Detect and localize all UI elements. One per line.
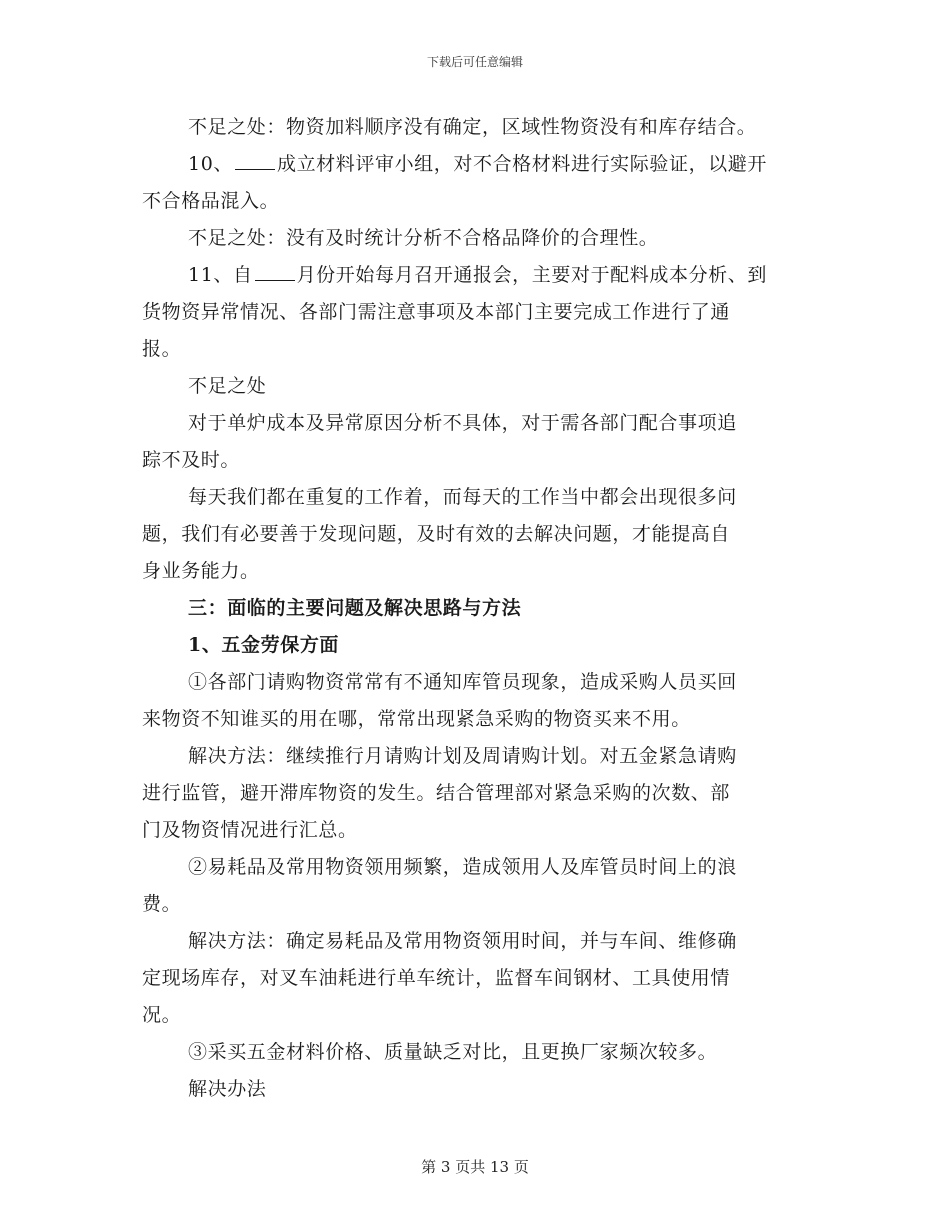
text-line: 况。 xyxy=(142,1004,182,1026)
text-line: ①各部门请购物资常常有不通知库管员现象，造成采购人员买回 xyxy=(188,671,737,693)
fill-in-blank xyxy=(255,264,295,281)
text-line: ②易耗品及常用物资领用频繁，造成领用人及库管员时间上的浪 xyxy=(188,856,737,878)
text-line: 进行监管，避开滞库物资的发生。结合管理部对紧急采购的次数、部 xyxy=(142,782,731,804)
page-header: 下载后可任意编辑 xyxy=(426,55,523,69)
text-line: 对于单炉成本及异常原因分析不具体，对于需各部门配合事项追 xyxy=(188,412,737,434)
text-line: 解决方法：继续推行月请购计划及周请购计划。对五金紧急请购 xyxy=(188,745,737,767)
text-line: 定现场库存，对叉车油耗进行单车统计，监督车间钢材、工具使用情 xyxy=(142,967,731,989)
text-line xyxy=(142,257,807,294)
text-line: 解决办法 xyxy=(188,1078,267,1100)
text-line: 身业务能力。 xyxy=(142,560,260,582)
document-body xyxy=(142,109,807,1108)
text-line: 三：面临的主要问题及解决思路与方法 xyxy=(188,597,522,619)
text-line: 不合格品混入。 xyxy=(142,190,280,212)
text-line: ③采买五金材料价格、质量缺乏对比，且更换厂家频次较多。 xyxy=(188,1041,718,1063)
text-line: 门及物资情况进行汇总。 xyxy=(142,819,358,841)
text-line: 解决方法：确定易耗品及常用物资领用时间，并与车间、维修确 xyxy=(188,930,737,952)
text-line: 来物资不知谁买的用在哪，常常出现紧急采购的物资买来不用。 xyxy=(142,708,691,730)
fill-in-blank xyxy=(235,153,275,170)
line-suffix: 月份开始每月召开通报会，主要对于配料成本分析、到 xyxy=(296,264,767,286)
text-line: 1、五金劳保方面 xyxy=(188,634,340,656)
line-prefix: 11、自 xyxy=(188,264,253,286)
page-footer: 第 3 页共 13 页 xyxy=(421,1158,529,1176)
text-line: 不足之处 xyxy=(188,375,267,397)
text-line: 每天我们都在重复的工作着，而每天的工作当中都会出现很多问 xyxy=(188,486,737,508)
line-prefix: 10、 xyxy=(188,153,233,175)
line-suffix: 成立材料评审小组，对不合格材料进行实际验证，以避开 xyxy=(276,153,767,175)
text-line: 货物资异常情况、各部门需注意事项及本部门主要完成工作进行了通 xyxy=(142,301,731,323)
text-line: 题，我们有必要善于发现问题，及时有效的去解决问题，才能提高自 xyxy=(142,523,731,545)
text-line: 费。 xyxy=(142,893,182,915)
text-line: 踪不及时。 xyxy=(142,449,241,471)
text-line xyxy=(142,146,807,183)
text-line: 不足之处：物资加料顺序没有确定，区域性物资没有和库存结合。 xyxy=(188,116,757,138)
text-line: 不足之处：没有及时统计分析不合格品降价的合理性。 xyxy=(188,227,659,249)
text-line: 报。 xyxy=(142,338,182,360)
